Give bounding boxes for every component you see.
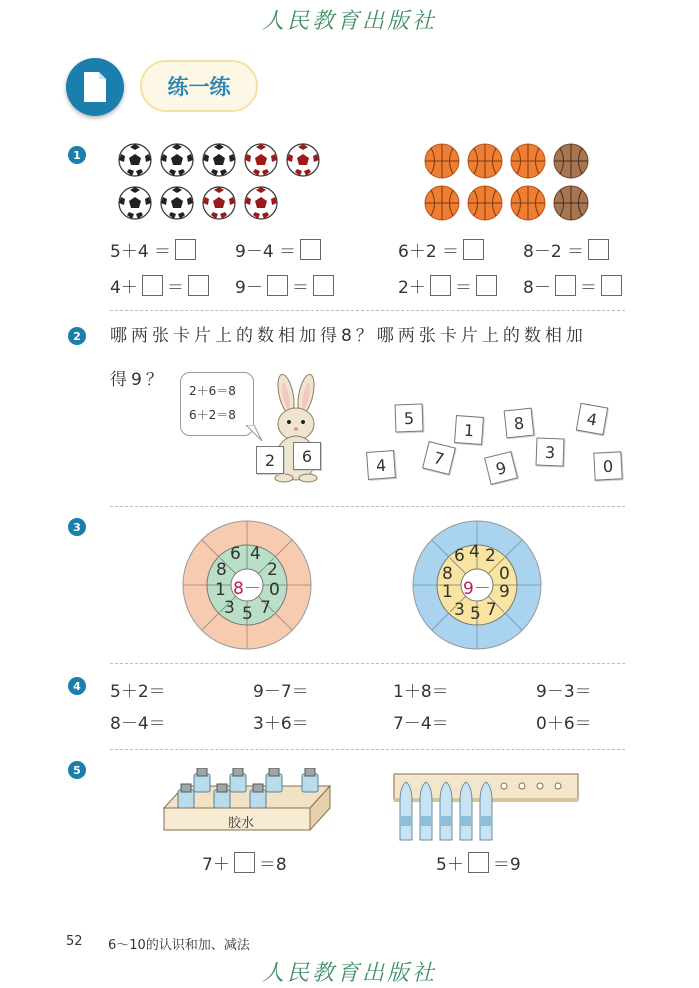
publisher-footer: 人民教育出版社	[261, 961, 437, 986]
number-card[interactable]: 5	[395, 404, 424, 433]
answer-box[interactable]	[234, 852, 255, 873]
wheel-number: 3	[224, 598, 235, 618]
divider	[110, 310, 625, 311]
exercise-prompt-line1: 哪两张卡片上的数相加得8？哪两张卡片上的数相加	[110, 326, 587, 346]
bubble-line: 2＋6＝8	[189, 384, 236, 398]
divider	[110, 749, 625, 750]
speech-bubble	[180, 372, 254, 436]
equation: 9－7＝	[253, 682, 309, 702]
equation: 8－ ＝	[523, 273, 622, 298]
number-card[interactable]: 4	[576, 403, 608, 435]
answer-box[interactable]	[555, 275, 576, 296]
wheel-number: 2	[485, 546, 496, 566]
wheel-center: 9－	[463, 579, 491, 599]
document-icon	[66, 58, 124, 116]
wheel-number: 8	[442, 564, 453, 584]
answer-box[interactable]	[463, 239, 484, 260]
answer-box[interactable]	[267, 275, 288, 296]
number-card[interactable]: 1	[454, 415, 484, 445]
number-card[interactable]: 7	[422, 441, 456, 475]
equation: 8－4＝	[110, 714, 166, 734]
wheel-number: 7	[486, 600, 497, 620]
wheel-number: 1	[215, 580, 226, 600]
answer-box[interactable]	[175, 239, 196, 260]
wheel-number: 8	[216, 560, 227, 580]
exercise-number: 4	[68, 677, 86, 695]
number-card[interactable]: 2	[256, 446, 284, 474]
wheel-number: 4	[250, 544, 261, 564]
wheel-8-labels	[180, 518, 314, 652]
section-title: 练一练	[140, 60, 258, 112]
number-card[interactable]: 4	[366, 450, 396, 480]
wheel-number: 1	[442, 582, 453, 602]
answer-box[interactable]	[588, 239, 609, 260]
equation: 5＋ ＝9	[436, 850, 521, 875]
equation: 9－4 ＝	[235, 237, 321, 262]
equation: 0＋6＝	[536, 714, 592, 734]
wheel-number: 2	[267, 560, 278, 580]
box-label: 胶水	[228, 816, 255, 831]
equation: 5＋2＝	[110, 682, 166, 702]
wheel-number: 6	[454, 546, 465, 566]
bottle-rack-illustration	[392, 772, 580, 844]
equation: 6＋2 ＝	[398, 237, 484, 262]
number-card[interactable]: 0	[593, 451, 622, 480]
wheel-number: 0	[269, 580, 280, 600]
equation: 7－4＝	[393, 714, 449, 734]
equation: 9－ ＝	[235, 273, 334, 298]
number-card[interactable]: 3	[536, 438, 565, 467]
equation: 5＋4 ＝	[110, 237, 196, 262]
answer-box[interactable]	[188, 275, 209, 296]
equation: 7＋ ＝8	[202, 850, 287, 875]
page-number: 52	[66, 934, 83, 949]
exercise-number: 3	[68, 518, 86, 536]
bubble-line: 6＋2＝8	[189, 408, 236, 422]
equation: 8－2 ＝	[523, 237, 609, 262]
divider	[110, 663, 625, 664]
number-card[interactable]: 6	[293, 442, 321, 470]
wheel-number: 3	[454, 600, 465, 620]
answer-box[interactable]	[430, 275, 451, 296]
wheel-number: 5	[242, 604, 253, 624]
answer-box[interactable]	[476, 275, 497, 296]
equation: 4＋ ＝	[110, 273, 209, 298]
wheel-9-labels	[410, 518, 544, 652]
exercise-number: 2	[68, 327, 86, 345]
wheel-number: 9	[499, 582, 510, 602]
wheel-number: 7	[260, 598, 271, 618]
exercise-number: 1	[68, 146, 86, 164]
answer-box[interactable]	[142, 275, 163, 296]
wheel-number: 0	[499, 564, 510, 584]
wheel-number: 4	[469, 542, 480, 562]
exercise-prompt-line2: 得9？	[110, 370, 167, 390]
equation: 2＋ ＝	[398, 273, 497, 298]
exercise-number: 5	[68, 761, 86, 779]
soccer-balls	[115, 140, 335, 225]
equation: 9－3＝	[536, 682, 592, 702]
wheel-center: 8－	[233, 579, 261, 599]
equation: 1＋8＝	[393, 682, 449, 702]
number-card[interactable]: 9	[484, 451, 518, 485]
number-card[interactable]: 8	[504, 408, 535, 439]
equation: 3＋6＝	[253, 714, 309, 734]
answer-box[interactable]	[300, 239, 321, 260]
basketballs	[420, 140, 595, 225]
answer-box[interactable]	[601, 275, 622, 296]
answer-box[interactable]	[313, 275, 334, 296]
answer-box[interactable]	[468, 852, 489, 873]
wheel-number: 6	[230, 544, 241, 564]
chapter-title: 6～10的认识和加、减法	[108, 938, 250, 953]
divider	[110, 506, 625, 507]
wheel-number: 5	[470, 604, 481, 624]
publisher-header: 人民教育出版社	[261, 9, 437, 34]
